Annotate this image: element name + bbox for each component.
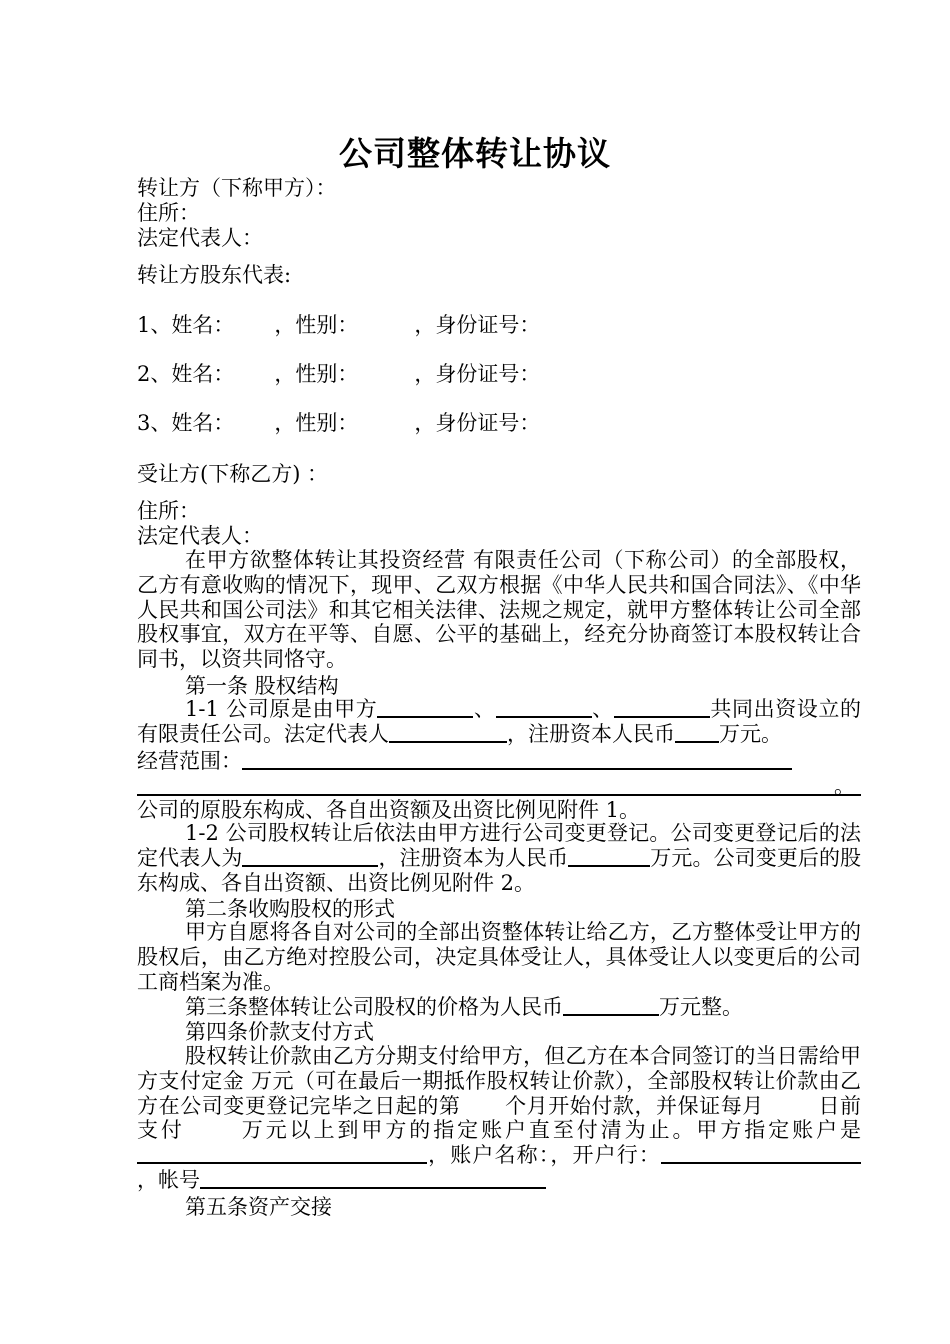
shareholder-gender-label: ，性别： [274,362,359,386]
transferee-label: 受让方(下称乙方) ： [137,462,329,486]
document-title: 公司整体转让协议 [339,134,611,173]
blank-field[interactable] [614,698,710,718]
shareholder-rep-label: 转让方股东代表: [137,263,292,287]
business-scope-label: 经营范围： [137,749,242,773]
shareholder-id-label: ，身份证号： [414,362,541,386]
business-scope-line [137,748,792,774]
account-field[interactable] [137,1144,427,1164]
article1-original-shareholders: 公司的原股东构成、各自出资额及出资比例见附件 1。 [137,798,641,822]
transferee-address: 住所： [137,499,200,523]
article1-heading: 第一条 股权结构 [185,674,339,698]
article4-heading: 第四条价款支付方式 [185,1020,374,1044]
article2-paragraph: 甲方自愿将各自对公司的全部出资整体转让给乙方，乙方整体受让甲方的股权后，由乙方绝对控股公司，决定具体受让人，具体受让人以变更后的公司工商档案为准。 [137,920,861,994]
business-scope-field-continued[interactable] [137,772,861,796]
article5-heading: 第五条资产交接 [185,1195,332,1219]
preamble-paragraph: 在甲方欲整体转让其投资经营 有限责任公司（下称公司）的全部股权，乙方有意收购的情况下，现甲、乙双方根据《中华人民共和国合同法》、《中华人民共和国公司法》和其它相关法律、法规之规定，就甲方整体转让公司全部股权事宜，双方在平等、自愿、公平的基础上，经充分协商签订本股权转让合同书，以资共同恪守。 [137,548,861,672]
transferor-address: 住所： [137,201,200,225]
shareholder-name-label: 2、姓名： [137,362,235,386]
blank-field[interactable] [377,698,473,718]
shareholder-row [137,410,540,436]
shareholder-id-label: ，身份证号： [414,313,541,337]
blank-field[interactable] [496,698,592,718]
shareholder-gender-label: ，性别： [274,411,359,435]
transferor-legal-rep: 法定代表人： [137,226,263,250]
shareholder-gender-label: ，性别： [274,313,359,337]
article1-clause2: 1-2 公司股权转让后依法由甲方进行公司变更登记。公司变更登记后的法定代表人为 ，注册资本为人民币 万元。公司变更后的股东构成、各自出资额、出资比例见附件 2。 [137,821,862,895]
article2-heading: 第二条收购股权的形式 [185,897,395,921]
blank-field[interactable] [675,723,719,743]
shareholder-row [137,361,540,387]
blank-field[interactable] [242,847,378,867]
business-scope-field[interactable] [242,750,792,770]
article1-clause1: 1-1 公司原是由甲方 、 、 共同出资设立的有限责任公司。法定代表人 ，注册资本人民币 万元。 [137,697,862,746]
article4-paragraph: 股权转让价款由乙方分期支付给甲方，但乙方在本合同签订的当日需给甲方支付定金 万元（可在最后一期抵作股权转让价款），全部股权转让价款由乙方在公司变更登记完毕之日起的第 个月开始付款，并保证每月 日前支付 万元以上到甲方的指定账户直至付清为止。甲方指定账户是，账户名称：，开户行：，帐号 [137,1044,862,1192]
business-scope-end: 。 [834,774,855,798]
bank-field[interactable] [661,1144,861,1164]
blank-field[interactable] [563,996,659,1016]
account-number-field[interactable] [200,1169,546,1189]
article3-paragraph: 第三条整体转让公司股权的价格为人民币 万元整。 [185,995,743,1019]
blank-field[interactable] [389,723,507,743]
shareholder-row [137,312,540,338]
blank-field[interactable] [568,847,650,867]
shareholder-name-label: 3、姓名： [137,411,235,435]
shareholder-id-label: ，身份证号： [414,411,541,435]
transferor-label: 转让方（下称甲方）： [137,176,337,200]
shareholder-name-label: 1、姓名： [137,313,235,337]
transferee-legal-rep: 法定代表人： [137,524,263,548]
